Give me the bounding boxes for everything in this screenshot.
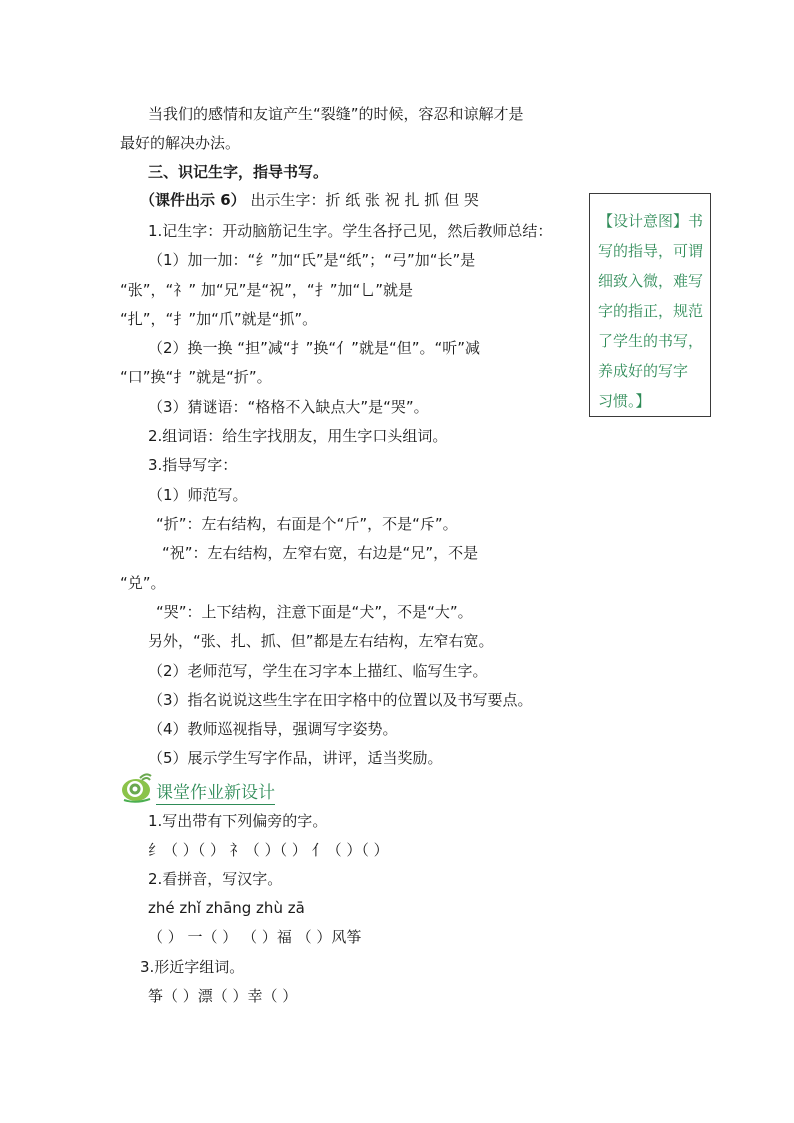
also-line: 另外，“张、扎、抓、但”都是左右结构，左窄右宽。 <box>148 632 494 650</box>
riddle-line: （3）猜谜语：“格格不入缺点大”是“哭”。 <box>148 398 429 416</box>
zhu-line-1: “祝”：左右结构，左窄右宽，右边是“兄”，不是 <box>162 544 479 562</box>
swap-line-1: （2）换一换 “担”减“扌”换“亻”就是“但”。“听”减 <box>148 339 481 357</box>
add-line-1: （1）加一加：“纟”加“氏”是“纸”；“弓”加“长”是 <box>148 251 476 269</box>
teacher-demo-line: （1）师范写。 <box>148 486 248 504</box>
design-note-line: 【设计意图】书 <box>598 212 704 230</box>
item1-intro: 1.记生字：开动脑筋记生字。学生各抒己见，然后教师总结： <box>148 222 553 240</box>
swap-line-2: “口”换“扌”就是“折”。 <box>120 368 272 386</box>
ku-line: “哭”：上下结构，注意下面是“犬”，不是“大”。 <box>156 603 473 621</box>
design-note-line: 了学生的书写， <box>598 332 704 350</box>
q2-pinyin-row: zhé zhǐ zhāng zhù zā <box>148 899 305 917</box>
snail-logo-icon <box>120 770 154 804</box>
q2-line: 2.看拼音，写汉字。 <box>148 870 283 888</box>
zhu-line-2: “兑”。 <box>120 574 166 592</box>
q1-line: 1.写出带有下列偏旁的字。 <box>148 812 328 830</box>
design-note-line: 写的指导，可谓 <box>598 242 704 260</box>
intro-line-2: 最好的解决办法。 <box>120 134 241 152</box>
q1-blanks: 纟（ ）（ ） 礻（ ）（ ） 亻（ ）（ ） <box>148 841 389 859</box>
step-2-line: （2）老师范写，学生在习字本上描红、临写生字。 <box>148 662 488 680</box>
step-5-line: （5）展示学生写字作品，讲评，适当奖励。 <box>148 749 443 767</box>
design-note-line: 习惯。】 <box>598 392 651 410</box>
q3-blanks: 筝（ ）漂（ ）幸（ ） <box>148 987 298 1005</box>
add-line-2: “张”，“礻” 加“兄”是“祝”，“扌”加“乚”就是 <box>120 281 414 299</box>
design-note-line: 养成好的写字 <box>598 362 689 380</box>
q2-blanks: （ ） 一（ ） （ ）福 （ ）风筝 <box>148 928 362 946</box>
design-note-box <box>589 193 711 417</box>
item2-line: 2.组词语：给生字找朋友，用生字口头组词。 <box>148 427 448 445</box>
design-note-line: 细致入微，难写 <box>598 272 704 290</box>
step-4-line: （4）教师巡视指导，强调写字姿势。 <box>148 720 398 738</box>
homework-header <box>120 770 290 804</box>
courseware-line <box>140 190 479 210</box>
zhe-line: “折”：左右结构，右面是个“斤”，不是“斥”。 <box>156 515 458 533</box>
step-3-line: （3）指名说说这些生字在田字格中的位置以及书写要点。 <box>148 691 533 709</box>
homework-title: 课堂作业新设计 <box>156 778 275 805</box>
q3-line: 3.形近字组词。 <box>140 958 245 976</box>
item3-line: 3.指导写字： <box>148 456 238 474</box>
section-heading: 三、识记生字，指导书写。 <box>148 163 329 181</box>
courseware-label: （课件出示 6） <box>140 191 246 209</box>
intro-line-1: 当我们的感情和友谊产生“裂缝”的时候，容忍和谅解才是 <box>148 105 524 123</box>
design-note-line: 字的指正，规范 <box>598 302 704 320</box>
courseware-text: 出示生字：折 纸 张 祝 扎 抓 但 哭 <box>250 191 479 209</box>
add-line-3: “扎”，“扌”加“爪”就是“抓”。 <box>120 310 318 328</box>
